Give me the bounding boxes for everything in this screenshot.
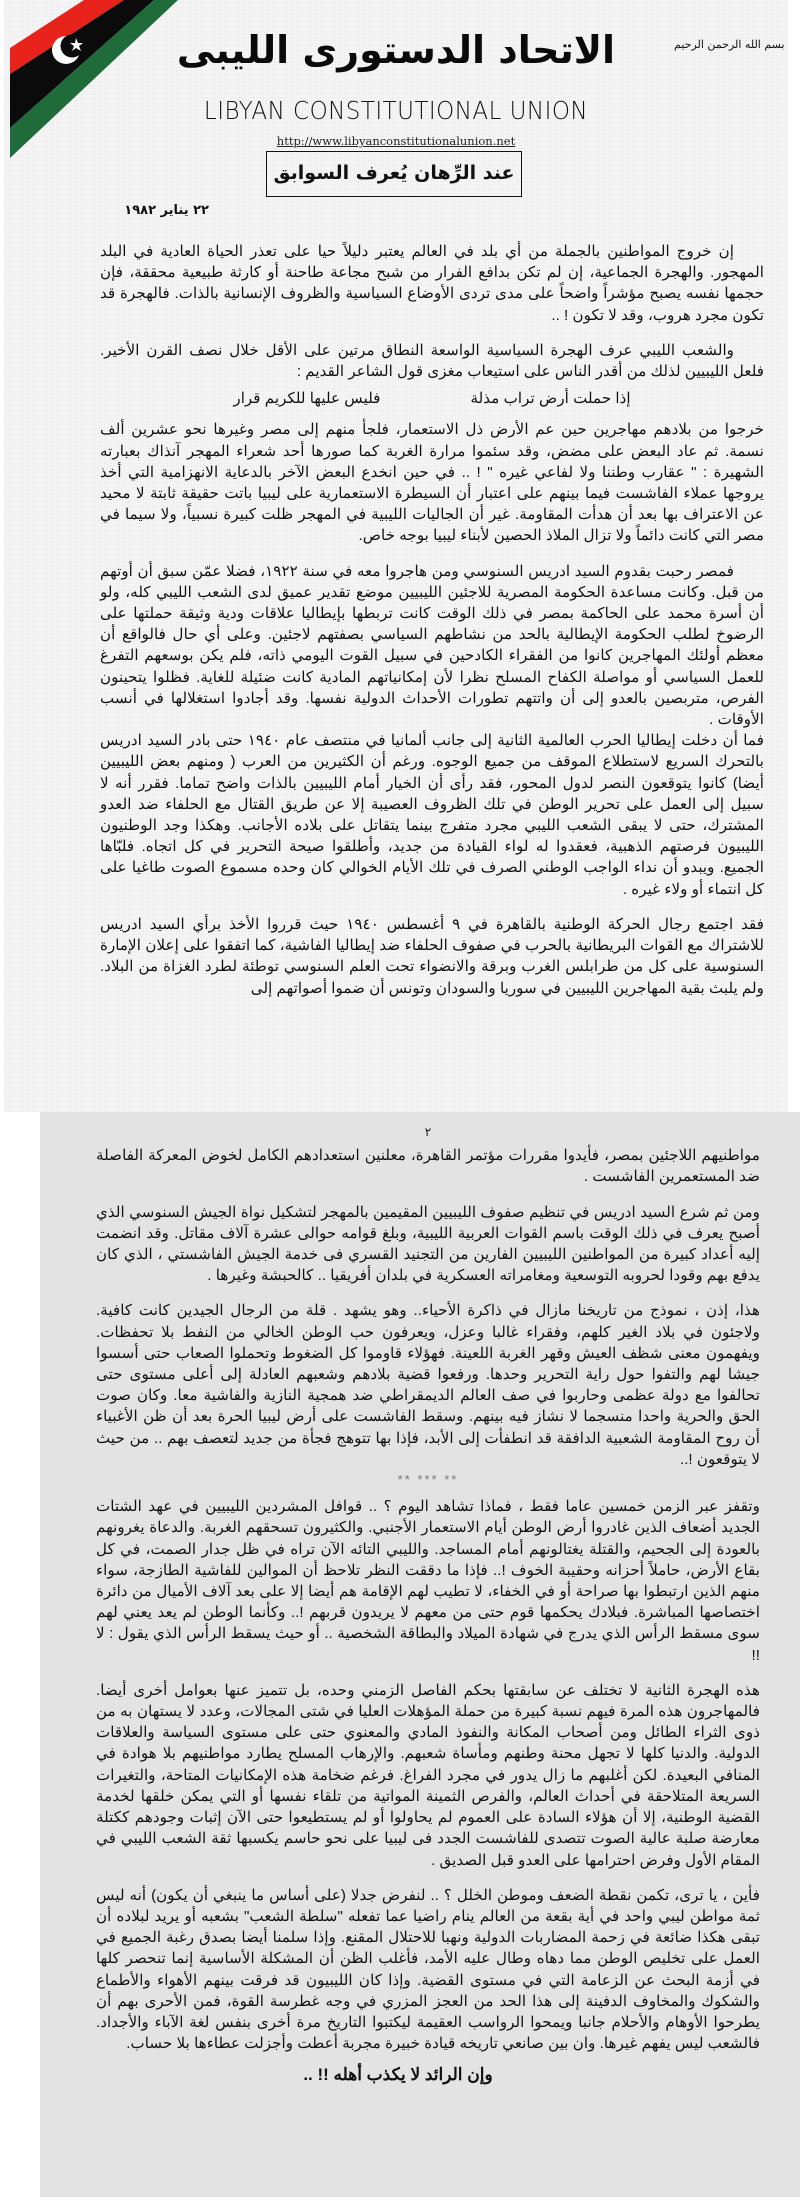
paragraph: فمصر رحبت بقدوم السيد ادريس السنوسي ومن هاجروا معه في سنة ١٩٢٢، فضلا عمّن سبق أن أوتهم من قبل. وكانت مساعدة الحكومة المصرية للاجئين الليبيين موضع تقدير عميق لدى الشعب الليبي كله، ولو أن أسرة محمد على الحاكمة بمصر في ذلك الوقت كانت تربطها بإيطاليا علاقات ودية وثيقة حملتها على الرضوخ لطلب الحكومة الإيطالية بالحد من نشاطهم السياسي بصفتهم لاجئين. وعلى أي حال فالواقع أن معظم أولئك المهاجرين كانوا من الفقراء الكادحين في سبيل القوت اليومي ذاته، فلم يكن بوسعهم التفرغ للعمل السياسي أو مواصلة الكفاح المسلح نظرا لأن إمكانياتهم المادية كانت ضئيلة للغاية. فظلوا يتحينون الفرص، متربصين بالعدو إلى أن واتتهم تطورات الأحداث الدولية نفسها. وقد أجادوا استغلالها في أنسب الأوقات . (100, 562, 764, 729)
page-2-body (96, 1122, 760, 2086)
paragraph: خرجوا من بلادهم مهاجرين حين عم الأرض ذل الاستعمار، فلجأ منهم إلى مصر وغيرها نحو عشرين ألف نسمة. ثم عاد البعض على مضض، وقد سئموا مرارة الغربة كما صورها أحد شعراء المهجر آنذاك بعبارته الشهيرة : " عقارب وطننا ولا لفاعي غيره " ! .. في حين انخدع البعض الآخر بالدعاية الانهزامية التي أخذ يروجها عملاء الفاشست فيما بينهم على اعتبار أن السيطرة الاستعمارية على ليبيا باتت حقيقة ثابتة لا محيد عن الاعتراف بها بعد أن هدأت المقاومة. غير أن الجاليات الليبية في المهجر ظلت كبيرة نسبياً، ولا سيما في مصر التي كانت دائماً ولا تزال الملاذ الحصين لأبناء ليبيا بوجه خاص. (100, 421, 764, 545)
section-separator: ** *** ** (397, 1472, 459, 1488)
org-name-english: LIBYAN CONSTITUTIONAL UNION (203, 96, 589, 125)
paragraph: إن خروج المواطنين بالجملة من أي بلد في العالم يعتبر دليلاً حيا على تعذر الحياة العادية في البلد المهجور. والهجرة الجماعية، إن لم تكن بدافع الفرار من شبح مجاعة طاحنة أو كارثة طبيعية محققة، فإن حجمها نفسه يصبح مؤشراً واضحاً على مدى تردى الأوضاع السياسية والظروف الإنسانية بالذات. فالهجرة قد تكون مجرد هروب، وقد لا تكون ! .. (100, 243, 764, 324)
document-page-1 (4, 0, 788, 1112)
paragraph: وتقفز عبر الزمن خمسين عاما فقط ، فماذا تشاهد اليوم ؟ .. قوافل المشردين الليبيين في عهد الشتات الجديد أضعاف الذين غادروا أرض الوطن أيام الاستعمار الأجنبي. والكثيرون تسحقهم الغربة. والدعاة يغرونهم بالعودة إلى الجحيم، والقتلة يغتالونهم أمام المساجد. والليبي التائه الآن تراه في ظل جدار الصمت، في كل بقاع الأرض، حاملاً أحزانه وحقيبة الخوف !.. فإذا ما دققت النظر تلاحظ أن الموالين للفاشية الطازجة، سواء منهم الذين ارتبطوا بها صراحة أو في الخفاء، لا تطيب لهم الإقامة هم أيضا إلا على بعد آلاف الأميال من دائرة اختصاصها المباشرة. فبلادك يحكمها قوم حتى من معهم لا يريدون قربهم !.. وكأنما الوطن لم يعد يعني لهم سوى مسقط الرأس الذي يدرج في شهادة الميلاد والبطاقة الشخصية .. أو حيث يسقط الرأس الذي يقول : لا !! (96, 1498, 760, 1664)
paragraph: والشعب الليبي عرف الهجرة السياسية الواسعة النطاق مرتين على الأقل خلال نصف القرن الأخير. فلعل الليبيين لذلك من أقدر الناس على استيعاب مغزى قول الشاعر القديم : (100, 341, 764, 381)
paragraph: هذه الهجرة الثانية لا تختلف عن سابقتها بحكم الفاصل الزمني وحده، بل تتميز عنها بعوامل أخرى أيضا. فالمهاجرون هذه المرة فيهم نسبة كبيرة من حملة المؤهلات العليا في شتى المجالات، وعدد لا يستهان به من ذوى الثراء الطائل ومن أصحاب المكانة والنفوذ المادي والمعنوي حتى على مستوى السياسة والعلاقات الدولية. والدنيا كلها لا تجهل محنة وطنهم ومأساة شعبهم. والإرهاب المسلح يطارد مواطنيهم بلا هوادة في المنافي البعيدة. لكن أغلبهم ما زال يدور في مجرد الفراغ. فرغم ضخامة هذه الإمكانيات المتاحة، والتغيرات السريعة المتلاحقة في أحداث العالم، والفرص الثمينة المواتية من تلقاء نفسها أو التي يمكن خلقها لخدمة القضية الوطنية، إلا أن هؤلاء السادة على العموم لم يحاولوا أو لم يستطيعوا حتى الآن إثبات وجودهم ككتلة معارضة صلبة عالية الصوت تتصدى للفاشست الجدد فى ليبيا على نحو حاسم يكسبها ثقة الشعب الليبي في المقام الأول وفرض احترامها على العدو قبل الصديق . (96, 1681, 760, 1869)
paragraph: فأين ، يا ترى، تكمن نقطة الضعف وموطن الخلل ؟ .. لنفرض جدلا (على أساس ما ينبغي أن يكون) أنه ليس ثمة مواطن ليبي واحد في أية بقعة من العالم ينام راضيا عما تفعله "سلطة الشعب" بشعبه أو يريد لبلاده أن تبقى هكذا ضائعة في زحمة المضاربات الدولية ونهبا للاحتلال المقنع. وإذا سلمنا أيضا بصدق رغبة الجميع في العمل على تخليص الوطن مما دهاه وطال عليه الأمد، فأغلب الظن أن المشكلة الأساسية إنما تنحصر كلها في أزمة البحث عن الزعامة التي في مستوى القضية. وإذا كان الليبيون قد فرقت بينهم الأهواء والأطماع والشكوك والمخاوف الدفينة إلى هذا الحد من العجز المزري في وجه غطرسة القوة، فمن الأحرى بهم أن يطرحوا الأوهام والأحلام جانبا ويمحوا الرواسب العقيمة ليكتبوا التاريخ مرة أخرى بنفس لغة الآباء والأجداد. فالشعب ليس يفهم غيرها. وان بين صانعي تاريخه قيادة خبيرة مجربة أعطت وأجزلت عطاءها بلا حساب. (96, 1886, 760, 2053)
article-title: عند الرِّهان يُعرف السوابق (266, 151, 522, 197)
paragraph: ومن ثم شرع السيد ادريس في تنظيم صفوف الليبيين المقيمين بالمهجر لتشكيل نواة الجيش السنوسي الذي أصبح يعرف في ذلك الوقت باسم القوات العربية الليبية، وبلغ قوامه حوالى عشرة آلاف مقاتل. وقد انضمت إليه أعداد كبيرة من المواطنين الليبيين الفارين من التجنيد القسري فى خدمة الجيش الفاشستي ، الذي كان يدفع بهم وقودا لحروبه التوسعية ومغامراته العسكرية في بلدان أفريقيا .. كالحبشة وغيرها . (96, 1203, 760, 1285)
paragraph: مواطنيهم اللاجئين بمصر، فأيدوا مقررات مؤتمر القاهرة، معلنين استعدادهم الكامل لخوض المعركة الفاصلة ضد المستعمرين الفاشست . (96, 1147, 760, 1186)
verse-second-hemistich: فليس عليها للكريم قرار (233, 390, 381, 408)
closing-line: وإن الرائد لا يكذب أهله !! .. (303, 2065, 493, 2085)
paragraph: هذا، إذن ، نموذج من تاريخنا مازال في ذاكرة الأحياء.. وهو يشهد . قلة من الرجال الجيدين كانت كافية. ولاجئون في بلاد الغير كلهم، وفقراء غالبا وعزل، ويعرفون حب الوطن الخالي من النفط بلا تحفظات. ويفهمون معنى شظف العيش وقهر الغربة اللعينة. فهؤلاء قاوموا كل الضغوط وتحملوا الصعاب حتى أسسوا جيشا لهم والتفوا حول راية التحرير وحدها. ورفعوا قضية بلادهم وشعبهم العادلة إلى أعلى مستوى حتى تحالفوا مع دولة عظمى وحاربوا في صف العالم الديمقراطي ضد همجية النازية والفاشية معا. وكان صوت الحق والحرية واحدا منسجما لا نشاز فيه بينهم. وسقط الفاشست على أرض ليبيا الحرة بعد أن ظن الأغبياء أن روح المقاومة الشعبية الدافقة قد انطفأت إلى الأبد، فإذا بها تتوهج فجأة من جديد لتعصف بهم .. من حيث لا يتوقعون !.. (96, 1302, 760, 1468)
page-1-body (100, 241, 764, 999)
page-number: ٢ (424, 1125, 432, 1139)
article-date: ٢٢ يناير ١٩٨٢ (124, 203, 209, 218)
basmala: بسم الله الرحمن الرحيم (674, 38, 785, 51)
org-name-arabic: الاتحاد الدستورى الليبى (176, 28, 616, 72)
paragraph: فقد اجتمع رجال الحركة الوطنية بالقاهرة في ٩ أغسطس ١٩٤٠ حيث قرروا الأخذ برأي السيد ادريس للاشتراك مع القوات البريطانية بالحرب في صفوف الحلفاء ضد إيطاليا الفاشية، كما اتفقوا على إعلان الإمارة السنوسية على كل من طرابلس الغرب وبرقة والانضواء تحت العلم السنوسي توطئة لطرد الغزاة من البلاد. ولم يلبث بقية المهاجرين الليبيين في سوريا والسودان وتونس أن ضموا أصواتهم إلى (100, 915, 764, 997)
verse-first-hemistich: إذا حملت أرض تراب مذلة (470, 390, 631, 408)
paragraph: فما أن دخلت إيطاليا الحرب العالمية الثانية إلى جانب ألمانيا في منتصف عام ١٩٤٠ حتى بادر السيد ادريس بالتحرك السريع لاستطلاع الموقف من جميع الوجوه. ورغم أن الكثيرين من العرب ( ومنهم بعض الليبيين أيضا) كانوا يتوقعون النصر لدول المحور، فقد رأى أن الخيار أمام الليبيين بالذات واضح تماما. فقرر أنه لا سبيل إلى العمل على تحرير الوطن في تلك الظروف العصيبة إلا عن طريق القتال مع الحلفاء ضد العدو المشترك، حتى لا يبقى الشعب الليبي مجرد متفرج بينما يتقاتل على بلاده الأجانب. وهكذا وجد الوطنيون الليبيون فرصتهم الذهبية، فعقدوا له لواء القيادة من جديد، وأطلقوا صيحة التحرير في كل اتجاه. فلبّاها الجميع. ويبدو أن نداء الواجب الوطني الصرف في تلك الأيام الخوالي كان وحده مسموع الصوت طاغيا على كل انتماء أو ولاء غيره . (100, 732, 764, 898)
website-link[interactable]: http://www.libyanconstitutionalunion.net (276, 134, 516, 148)
poetry-verse (100, 388, 764, 409)
